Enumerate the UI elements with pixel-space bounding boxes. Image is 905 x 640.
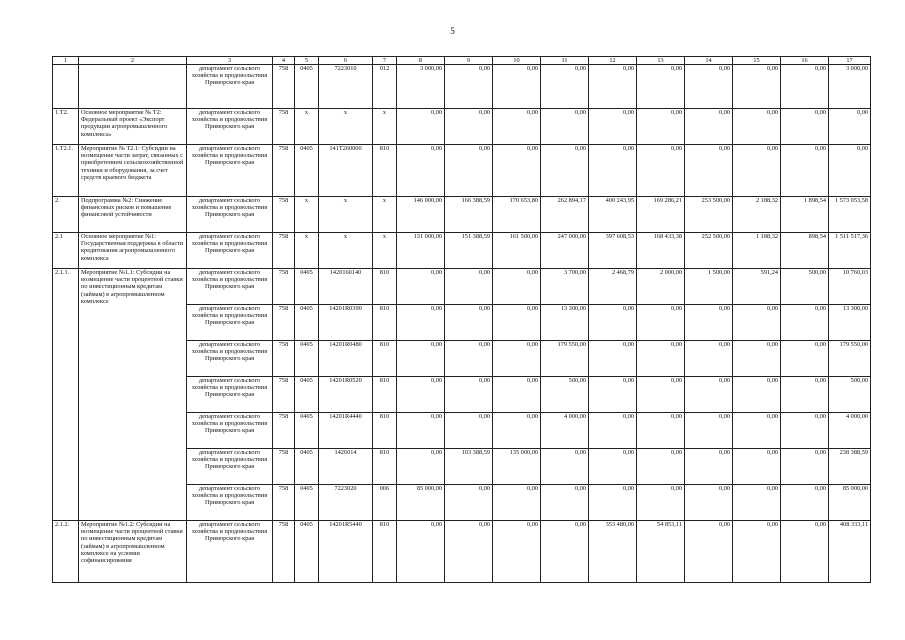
table-row: [53, 233, 871, 269]
value-cell: 85 000,00: [397, 485, 445, 521]
target-article-cell: х: [319, 197, 373, 233]
value-cell: 0,00: [781, 109, 829, 145]
row-code: 1.Т2.: [53, 109, 79, 145]
value-cell: 161 500,00: [493, 233, 541, 269]
value-cell: 0,00: [781, 413, 829, 449]
grbs-code-cell: 758: [273, 233, 295, 269]
value-cell: 0,00: [397, 305, 445, 341]
value-cell: 0,00: [589, 341, 637, 377]
value-cell: 0,00: [781, 521, 829, 583]
expense-type-cell: 810: [373, 305, 397, 341]
value-cell: 1 188,32: [733, 233, 781, 269]
value-cell: 0,00: [781, 65, 829, 109]
value-cell: 4 000,00: [541, 413, 589, 449]
value-cell: 10 760,03: [829, 269, 871, 305]
value-cell: 0,00: [589, 485, 637, 521]
value-cell: 0,00: [445, 65, 493, 109]
value-cell: 1 898,54: [781, 197, 829, 233]
department-cell: департамент сельского хозяйства и продовольствия Приморского края: [187, 377, 273, 413]
value-cell: 0,00: [445, 485, 493, 521]
value-cell: 0,00: [781, 145, 829, 197]
expense-type-cell: 006: [373, 485, 397, 521]
section-code-cell: 0405: [295, 269, 319, 305]
value-cell: 170 653,80: [493, 197, 541, 233]
value-cell: 0,00: [541, 65, 589, 109]
target-article-cell: 1420160140: [319, 269, 373, 305]
value-cell: 0,00: [493, 145, 541, 197]
column-header: 10: [493, 57, 541, 65]
grbs-code-cell: 758: [273, 305, 295, 341]
budget-table: [52, 56, 871, 583]
value-cell: 408 333,11: [829, 521, 871, 583]
value-cell: 151 388,59: [445, 233, 493, 269]
value-cell: 0,00: [541, 449, 589, 485]
expense-type-cell: 810: [373, 449, 397, 485]
value-cell: 0,00: [589, 109, 637, 145]
column-header: 12: [589, 57, 637, 65]
value-cell: 0,00: [445, 269, 493, 305]
department-cell: департамент сельского хозяйства и продовольствия Приморского края: [187, 449, 273, 485]
value-cell: 400 243,95: [589, 197, 637, 233]
section-code-cell: 0405: [295, 377, 319, 413]
department-cell: департамент сельского хозяйства и продовольствия Приморского края: [187, 65, 273, 109]
department-cell: департамент сельского хозяйства и продовольствия Приморского края: [187, 413, 273, 449]
value-cell: 0,00: [829, 109, 871, 145]
value-cell: 0,00: [541, 109, 589, 145]
target-article-cell: 1426014: [319, 449, 373, 485]
value-cell: 0,00: [685, 521, 733, 583]
value-cell: 3 000,00: [829, 65, 871, 109]
row-title: Основное мероприятие № Т2: Федеральный проект «Экспорт продукции агропромышленного комплекса»: [79, 109, 187, 145]
expense-type-cell: х: [373, 233, 397, 269]
table-row: [53, 109, 871, 145]
target-article-cell: 14201R5440: [319, 521, 373, 583]
value-cell: 0,00: [781, 305, 829, 341]
column-header: 17: [829, 57, 871, 65]
column-header: 9: [445, 57, 493, 65]
grbs-code-cell: 758: [273, 413, 295, 449]
value-cell: 0,00: [445, 305, 493, 341]
column-header: 7: [373, 57, 397, 65]
row-code: 1.Т2.1.: [53, 145, 79, 197]
value-cell: 0,00: [589, 145, 637, 197]
value-cell: 1 511 517,36: [829, 233, 871, 269]
grbs-code-cell: 758: [273, 269, 295, 305]
value-cell: 179 550,00: [541, 341, 589, 377]
grbs-code-cell: 758: [273, 145, 295, 197]
value-cell: 1 500,00: [685, 269, 733, 305]
value-cell: 0,00: [589, 305, 637, 341]
expense-type-cell: х: [373, 197, 397, 233]
row-title: Мероприятие № Т2.1: Субсидии на возмещение части затрат, связанных с приобретением сельскохозяйственной техники и оборудования, за счет средств краевого бюджета: [79, 145, 187, 197]
table-row: [53, 197, 871, 233]
value-cell: 353 480,00: [589, 521, 637, 583]
section-code-cell: 0405: [295, 449, 319, 485]
value-cell: 0,00: [541, 485, 589, 521]
grbs-code-cell: 758: [273, 341, 295, 377]
value-cell: 0,00: [685, 109, 733, 145]
value-cell: 166 388,59: [445, 197, 493, 233]
value-cell: 253 500,00: [685, 197, 733, 233]
value-cell: 2 188,32: [733, 197, 781, 233]
section-code-cell: 0405: [295, 341, 319, 377]
expense-type-cell: 810: [373, 521, 397, 583]
value-cell: 247 000,00: [541, 233, 589, 269]
value-cell: 85 000,00: [829, 485, 871, 521]
column-header: 8: [397, 57, 445, 65]
column-header: 16: [781, 57, 829, 65]
value-cell: 2 468,79: [589, 269, 637, 305]
value-cell: 0,00: [541, 521, 589, 583]
value-cell: 0,00: [589, 65, 637, 109]
row-code: [53, 65, 79, 109]
table-row: [53, 145, 871, 197]
value-cell: 0,00: [397, 521, 445, 583]
value-cell: 0,00: [445, 377, 493, 413]
target-article-cell: х: [319, 109, 373, 145]
expense-type-cell: 012: [373, 65, 397, 109]
row-code: 2.1: [53, 233, 79, 269]
expense-type-cell: 810: [373, 269, 397, 305]
target-article-cell: 7223020: [319, 485, 373, 521]
value-cell: 500,00: [829, 377, 871, 413]
value-cell: 0,00: [589, 377, 637, 413]
value-cell: 591,24: [733, 269, 781, 305]
grbs-code-cell: 758: [273, 449, 295, 485]
value-cell: 0,00: [733, 413, 781, 449]
value-cell: 0,00: [493, 377, 541, 413]
page-number: 5: [450, 26, 455, 36]
department-cell: департамент сельского хозяйства и продовольствия Приморского края: [187, 145, 273, 197]
column-header: 14: [685, 57, 733, 65]
value-cell: 2 000,00: [637, 269, 685, 305]
section-code-cell: х: [295, 197, 319, 233]
row-title: Мероприятие №1.1: Субсидии на возмещение части процентной ставки по инвестиционным кредитам (займам) в агропромышленном комплексе: [79, 269, 187, 521]
value-cell: 0,00: [733, 109, 781, 145]
value-cell: 0,00: [493, 269, 541, 305]
target-article-cell: 7223010: [319, 65, 373, 109]
department-cell: департамент сельского хозяйства и продовольствия Приморского края: [187, 233, 273, 269]
grbs-code-cell: 758: [273, 109, 295, 145]
department-cell: департамент сельского хозяйства и продовольствия Приморского края: [187, 341, 273, 377]
grbs-code-cell: 758: [273, 377, 295, 413]
value-cell: 146 000,00: [397, 197, 445, 233]
value-cell: 0,00: [733, 521, 781, 583]
value-cell: 0,00: [637, 485, 685, 521]
value-cell: 0,00: [493, 485, 541, 521]
table-header-row: [53, 57, 871, 65]
column-header: 1: [53, 57, 79, 65]
value-cell: 0,00: [637, 109, 685, 145]
value-cell: 0,00: [733, 485, 781, 521]
value-cell: 0,00: [733, 377, 781, 413]
section-code-cell: х: [295, 233, 319, 269]
target-article-cell: 14201R0480: [319, 341, 373, 377]
value-cell: 135 000,00: [493, 449, 541, 485]
row-title: Мероприятие №1.2: Субсидии на возмещение части процентной ставки по инвестиционным кредитам (займам) в агропромышленном комплексе на условии софинансирования: [79, 521, 187, 583]
department-cell: департамент сельского хозяйства и продовольствия Приморского края: [187, 197, 273, 233]
value-cell: 500,00: [541, 377, 589, 413]
column-header: 15: [733, 57, 781, 65]
value-cell: 0,00: [733, 145, 781, 197]
expense-type-cell: 810: [373, 341, 397, 377]
section-code-cell: 0405: [295, 413, 319, 449]
value-cell: 13 300,00: [541, 305, 589, 341]
value-cell: 0,00: [685, 305, 733, 341]
section-code-cell: х: [295, 109, 319, 145]
section-code-cell: 0405: [295, 521, 319, 583]
column-header: 2: [79, 57, 187, 65]
value-cell: 0,00: [685, 449, 733, 485]
value-cell: 0,00: [685, 413, 733, 449]
value-cell: 0,00: [493, 65, 541, 109]
value-cell: 0,00: [733, 65, 781, 109]
value-cell: 168 433,38: [637, 233, 685, 269]
value-cell: 0,00: [397, 449, 445, 485]
column-header: 3: [187, 57, 273, 65]
row-title: Основное мероприятие №1: Государственная поддержка в области кредитования агропромышленного комплекса: [79, 233, 187, 269]
value-cell: 3 700,00: [541, 269, 589, 305]
value-cell: 397 608,53: [589, 233, 637, 269]
column-header: 4: [273, 57, 295, 65]
value-cell: 0,00: [733, 449, 781, 485]
value-cell: 0,00: [493, 305, 541, 341]
expense-type-cell: 810: [373, 413, 397, 449]
grbs-code-cell: 758: [273, 197, 295, 233]
value-cell: 131 000,00: [397, 233, 445, 269]
value-cell: 500,00: [781, 269, 829, 305]
column-header: 5: [295, 57, 319, 65]
value-cell: 0,00: [445, 521, 493, 583]
department-cell: департамент сельского хозяйства и продовольствия Приморского края: [187, 305, 273, 341]
value-cell: 0,00: [445, 341, 493, 377]
target-article-cell: 14201R0520: [319, 377, 373, 413]
expense-type-cell: х: [373, 109, 397, 145]
value-cell: 0,00: [637, 305, 685, 341]
value-cell: 0,00: [685, 65, 733, 109]
department-cell: департамент сельского хозяйства и продовольствия Приморского края: [187, 109, 273, 145]
row-title: Подпрограмма №2: Снижение финансовых рисков и повышение финансовой устойчивости: [79, 197, 187, 233]
target-article-cell: 14201R0390: [319, 305, 373, 341]
value-cell: 0,00: [493, 109, 541, 145]
section-code-cell: 0405: [295, 485, 319, 521]
value-cell: 0,00: [637, 65, 685, 109]
section-code-cell: 0405: [295, 145, 319, 197]
grbs-code-cell: 758: [273, 65, 295, 109]
value-cell: 0,00: [397, 269, 445, 305]
department-cell: департамент сельского хозяйства и продовольствия Приморского края: [187, 269, 273, 305]
row-code: 2.: [53, 197, 79, 233]
value-cell: 0,00: [589, 449, 637, 485]
value-cell: 13 300,00: [829, 305, 871, 341]
target-article-cell: х: [319, 233, 373, 269]
value-cell: 0,00: [781, 485, 829, 521]
value-cell: 0,00: [685, 377, 733, 413]
value-cell: 238 388,59: [829, 449, 871, 485]
value-cell: 0,00: [541, 145, 589, 197]
expense-type-cell: 810: [373, 377, 397, 413]
column-header: 13: [637, 57, 685, 65]
value-cell: 3 000,00: [397, 65, 445, 109]
value-cell: 103 388,59: [445, 449, 493, 485]
value-cell: 0,00: [397, 145, 445, 197]
row-title: [79, 65, 187, 109]
value-cell: 898,54: [781, 233, 829, 269]
value-cell: 0,00: [445, 413, 493, 449]
value-cell: 169 286,21: [637, 197, 685, 233]
row-code: 2.1.1.: [53, 269, 79, 521]
grbs-code-cell: 758: [273, 485, 295, 521]
department-cell: департамент сельского хозяйства и продовольствия Приморского края: [187, 521, 273, 583]
target-article-cell: 14201R4440: [319, 413, 373, 449]
row-code: 2.1.2.: [53, 521, 79, 583]
value-cell: 0,00: [445, 145, 493, 197]
value-cell: 252 500,00: [685, 233, 733, 269]
value-cell: 0,00: [781, 377, 829, 413]
value-cell: 4 000,00: [829, 413, 871, 449]
value-cell: 0,00: [637, 449, 685, 485]
value-cell: 0,00: [589, 413, 637, 449]
value-cell: 0,00: [685, 485, 733, 521]
value-cell: 0,00: [733, 305, 781, 341]
value-cell: 179 550,00: [829, 341, 871, 377]
value-cell: 0,00: [493, 341, 541, 377]
value-cell: 0,00: [397, 109, 445, 145]
value-cell: 0,00: [733, 341, 781, 377]
value-cell: 0,00: [637, 377, 685, 413]
value-cell: 0,00: [637, 413, 685, 449]
value-cell: 0,00: [397, 377, 445, 413]
value-cell: 0,00: [493, 413, 541, 449]
value-cell: 0,00: [781, 341, 829, 377]
value-cell: 0,00: [493, 521, 541, 583]
section-code-cell: 0405: [295, 65, 319, 109]
value-cell: 0,00: [637, 145, 685, 197]
value-cell: 0,00: [637, 341, 685, 377]
table-row: [53, 65, 871, 109]
value-cell: 0,00: [829, 145, 871, 197]
value-cell: 0,00: [445, 109, 493, 145]
department-cell: департамент сельского хозяйства и продовольствия Приморского края: [187, 485, 273, 521]
table-row: [53, 269, 871, 305]
value-cell: 0,00: [685, 145, 733, 197]
value-cell: 0,00: [781, 449, 829, 485]
column-header: 6: [319, 57, 373, 65]
column-header: 11: [541, 57, 589, 65]
value-cell: 1 573 053,58: [829, 197, 871, 233]
value-cell: 54 853,11: [637, 521, 685, 583]
value-cell: 0,00: [397, 413, 445, 449]
value-cell: 0,00: [685, 341, 733, 377]
section-code-cell: 0405: [295, 305, 319, 341]
target-article-cell: 141Т260000: [319, 145, 373, 197]
table-row: [53, 521, 871, 583]
value-cell: 0,00: [397, 341, 445, 377]
expense-type-cell: 810: [373, 145, 397, 197]
value-cell: 262 894,17: [541, 197, 589, 233]
grbs-code-cell: 758: [273, 521, 295, 583]
